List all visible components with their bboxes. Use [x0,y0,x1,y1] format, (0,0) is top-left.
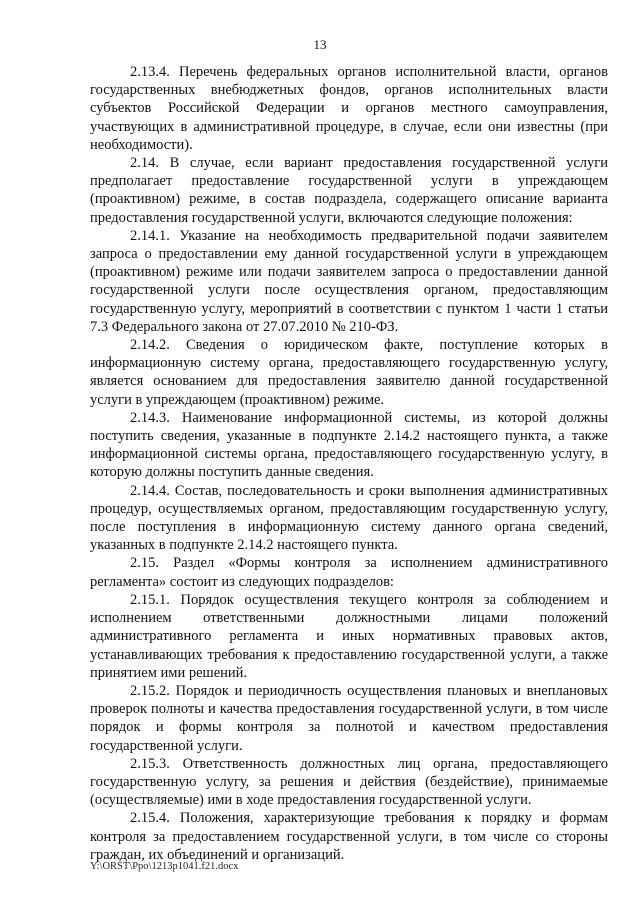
paragraph-2-14-2: 2.14.2. Сведения о юридическом факте, поступление которых в информационную систему органа, предоставляющего государственную услугу, является основанием для предоставления заявителю данной государственной услуги в упреждающем (проактивном) режиме. [90,337,608,408]
paragraph-2-15-3: 2.15.3. Ответственность должностных лиц органа, предоставляющего государственную услугу, за решения и действия (бездействие), принимаемые (осуществляемые) ими в ходе предоставления государственной услуги. [90,755,608,809]
paragraph-2-15: 2.15. Раздел «Формы контроля за исполнением административного регламента» состоит из следующих подразделов: [90,555,608,590]
paragraph-2-14-4: 2.14.4. Состав, последовательность и сроки выполнения административных процедур, осуществляемых органом, предоставляющим государственную услугу, после поступления в информационную систему данного органа сведений, указанных в подпункте 2.14.2 настоящего пункта. [90,482,608,554]
paragraph-2-14-1: 2.14.1. Указание на необходимость предварительной подачи заявителем запроса о предоставлении ему данной государственной услуги в упреждающем (проактивном) режиме или подачи заявителем запроса о предоставлении данной государственной услуги после осуществления органом, предоставляющим государственную услугу, мероприятий в соответствии с пунктом 1 части 1 статьи 7.3 Федерального закона от 27.07.2010 № 210-ФЗ. [90,227,608,335]
paragraph-2-14: 2.14. В случае, если вариант предоставления государственной услуги предполагает предоставление государственной услуги в упреждающем (проактивном) режиме, в состав подраздела, содержащего описание варианта предоставления государственной услуги, включаются следующие положения: [90,155,608,226]
paragraph-2-14-3: 2.14.3. Наименование информационной системы, из которой должны поступить сведения, указанные в подпункте 2.14.2 настоящего пункта, а также информационной системы органа, предоставляющего государственную услугу, в которую должны поступить данные сведения. [90,409,608,481]
file-path-footer: Y:\ORST\Ppo\1213p1041.f21.docx [90,861,239,872]
document-body [90,63,608,864]
paragraph-2-15-4: 2.15.4. Положения, характеризующие требования к порядку и формам контроля за предоставлением государственной услуги, в том числе со стороны граждан, их объединений и организаций. [90,810,608,863]
paragraph-2-15-2: 2.15.2. Порядок и периодичность осуществления плановых и внеплановых проверок полноты и качества предоставления государственной услуги, в том числе порядок и формы контроля за полнотой и качеством предоставления государственной услуги. [90,682,608,754]
paragraph-2-13-4: 2.13.4. Перечень федеральных органов исполнительной власти, органов государственных внебюджетных фондов, органов исполнительных власти субъектов Российской Федерации и органов местного самоуправления, участвующих в административной процедуре, в случае, если они известны (при необходимости). [90,64,608,153]
paragraph-2-15-1: 2.15.1. Порядок осуществления текущего контроля за соблюдением и исполнением ответственными должностными лицами положений административного регламента и иных нормативных правовых актов, устанавливающих требования к предоставлению государственной услуги, а также принятием ими решений. [90,591,608,681]
page-number: 13 [313,37,327,52]
